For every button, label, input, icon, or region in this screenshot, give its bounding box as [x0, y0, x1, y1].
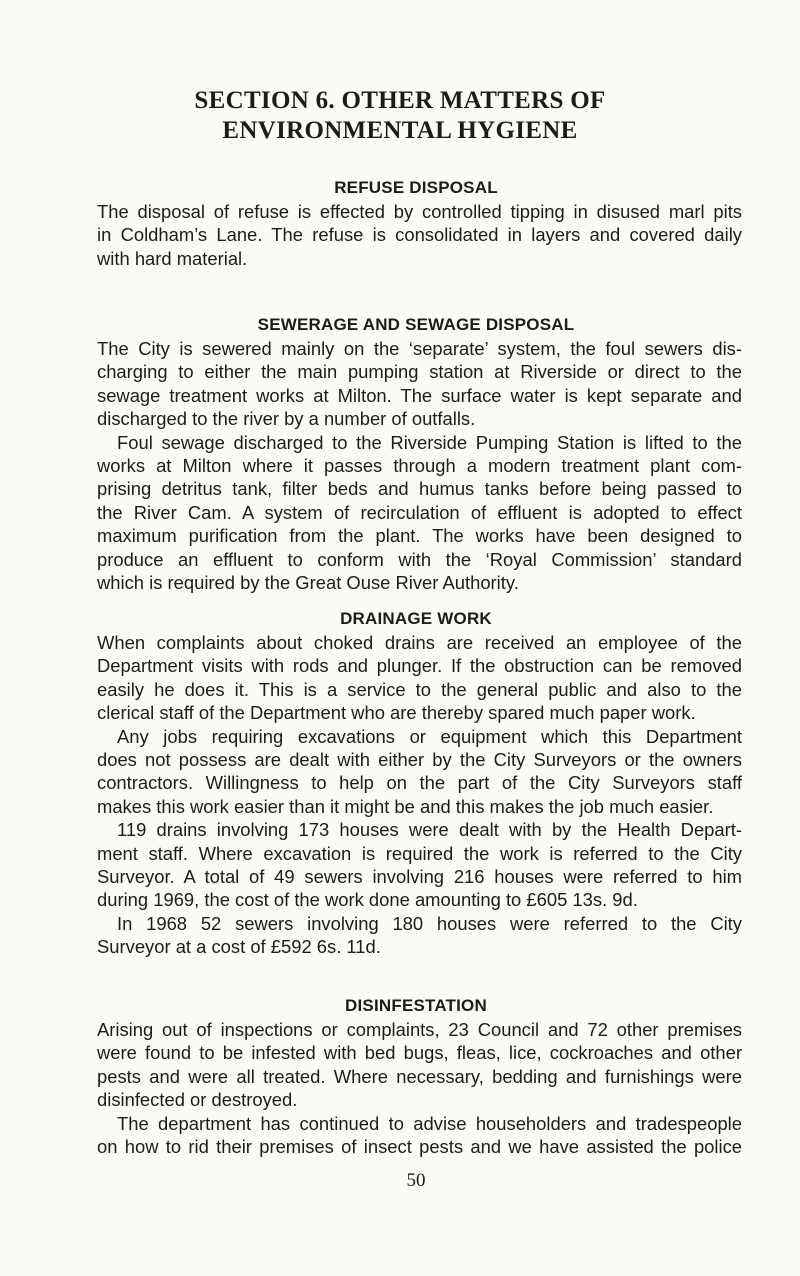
- drainage-paragraph-4: [97, 912, 742, 959]
- disinfestation-heading: DISINFESTATION: [345, 996, 487, 1015]
- text-line: Foul sewage discharged to the Riverside Pumping Station is lifted to the: [117, 431, 742, 453]
- disinfestation-paragraph-1: [97, 1018, 742, 1112]
- refuse-disposal-heading: REFUSE DISPOSAL: [334, 178, 498, 197]
- text-line: with hard material.: [97, 247, 248, 269]
- text-line: discharged to the river by a number of outfalls.: [97, 408, 476, 430]
- title-line-1: SECTION 6. OTHER MATTERS OF: [194, 87, 606, 114]
- text-line: The disposal of refuse is effected by controlled tipping in disused marl pits: [97, 201, 742, 222]
- text-line: which is required by the Great Ouse River Authority.: [97, 572, 519, 594]
- title-line-2: ENVIRONMENTAL HYGIENE: [222, 117, 578, 144]
- drainage-heading: DRAINAGE WORK: [340, 609, 492, 628]
- text-line: easily he does it. This is a service to the general public and also to the: [97, 678, 742, 700]
- text-line: ment staff. Where excavation is required the work is referred to the City: [97, 842, 742, 864]
- text-line: The department has continued to advise householders and tradespeople: [117, 1112, 742, 1134]
- text-line: pests and were all treated. Where necessary, bedding and furnishings were: [97, 1065, 742, 1087]
- text-line: in Coldham’s Lane. The refuse is consolidated in layers and covered daily: [97, 224, 742, 246]
- text-line: When complaints about choked drains are received an employee of the: [97, 632, 742, 653]
- text-line: prising detritus tank, filter beds and humus tanks before being passed to: [97, 478, 742, 500]
- text-line: on how to rid their premises of insect pests and we have assisted the police: [97, 1136, 742, 1157]
- text-line: produce an effluent to conform with the ‘Royal Commission’ standard: [97, 548, 742, 570]
- text-line: Department visits with rods and plunger. If the obstruction can be removed: [97, 655, 742, 677]
- text-line: Any jobs requiring excavations or equipment which this Department: [117, 725, 742, 747]
- page-number: 50: [406, 1170, 426, 1191]
- text-line: does not possess are dealt with either by the City Surveyors or the owners: [97, 749, 742, 770]
- text-line: Arising out of inspections or complaints, 23 Council and 72 other premises: [97, 1019, 742, 1040]
- text-line: makes this work easier than it might be and this makes the job much easier.: [97, 795, 714, 817]
- text-line: disinfected or destroyed.: [97, 1089, 298, 1111]
- text-line: contractors. Willingness to help on the part of the City Surveyors staff: [97, 772, 742, 794]
- refuse-paragraph-1: [97, 200, 742, 270]
- drainage-paragraph-1: [97, 631, 742, 725]
- text-line: clerical staff of the Department who are thereby spared much paper work.: [97, 702, 696, 724]
- text-line: Surveyor at a cost of £592 6s. 11d.: [97, 936, 381, 958]
- text-line: The City is sewered mainly on the ‘separate’ system, the foul sewers dis-: [97, 338, 742, 359]
- text-line: charging to either the main pumping station at Riverside or direct to the: [97, 361, 742, 383]
- text-line: during 1969, the cost of the work done amounting to £605 13s. 9d.: [97, 889, 638, 911]
- disinfestation-paragraph-2: [97, 1112, 742, 1159]
- sewerage-paragraph-2: [97, 431, 742, 595]
- sewerage-paragraph-1: [97, 337, 742, 431]
- text-line: works at Milton where it passes through a modern treatment plant com-: [97, 455, 742, 476]
- sewerage-heading: SEWERAGE AND SEWAGE DISPOSAL: [257, 315, 575, 334]
- text-line: In 1968 52 sewers involving 180 houses were referred to the City: [117, 912, 742, 934]
- text-line: 119 drains involving 173 houses were dealt with by the Health Depart-: [117, 819, 742, 841]
- text-line: the River Cam. A system of recirculation of effluent is adopted to effect: [97, 501, 742, 523]
- drainage-paragraph-2: [97, 725, 742, 819]
- text-line: maximum purification from the plant. The works have been designed to: [97, 525, 742, 547]
- text-line: were found to be infested with bed bugs, fleas, lice, cockroaches and other: [97, 1042, 742, 1064]
- drainage-paragraph-3: [97, 818, 742, 912]
- text-line: sewage treatment works at Milton. The surface water is kept separate and: [97, 384, 742, 406]
- page-title: [0, 86, 800, 146]
- text-line: Surveyor. A total of 49 sewers involving 216 houses were referred to him: [97, 866, 742, 887]
